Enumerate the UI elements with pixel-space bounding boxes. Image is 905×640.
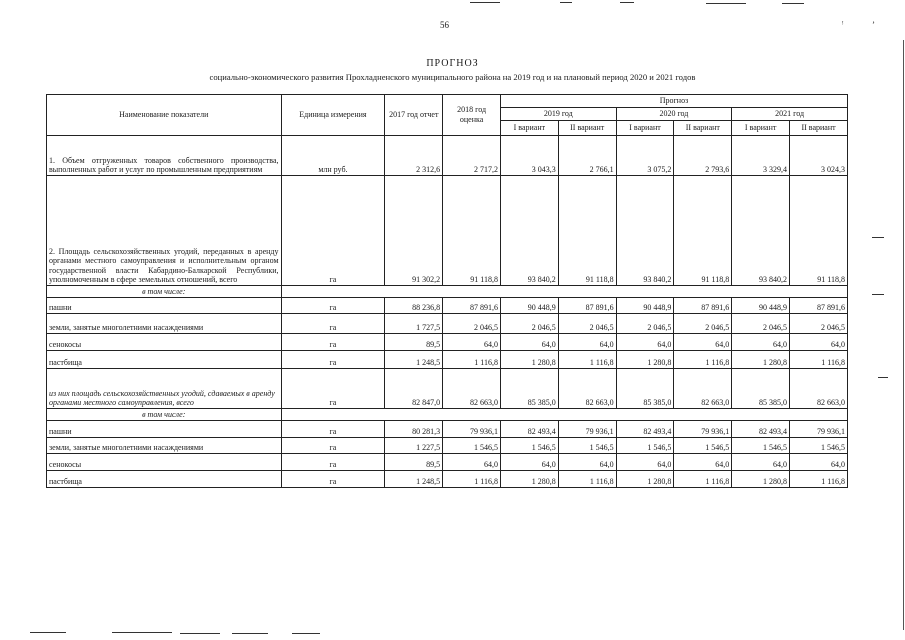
value-cell: 1 227,5 <box>385 438 443 454</box>
row-name: из них площадь сельскохозяйственных угодий, сдаваемых в аренду органами местного самоуправления, всего <box>47 369 282 409</box>
scan-mark <box>30 632 66 633</box>
table-subheader-row <box>47 286 848 298</box>
table-row <box>47 298 848 314</box>
value-cell: 1 546,5 <box>674 438 732 454</box>
value-cell: 91 118,8 <box>443 176 501 286</box>
value-cell: 85 385,0 <box>500 369 558 409</box>
value-cell: 2 046,5 <box>674 314 732 334</box>
value-cell: 90 448,9 <box>732 298 790 314</box>
header-variant-1: I вариант <box>500 121 558 136</box>
value-cell: 88 236,8 <box>385 298 443 314</box>
row-unit: га <box>281 438 385 454</box>
value-cell: 1 116,8 <box>790 471 848 488</box>
table-row <box>47 176 848 286</box>
header-variant-2: II вариант <box>674 121 732 136</box>
scan-mark <box>620 2 634 3</box>
subheader-label: в том числе: <box>47 409 282 421</box>
value-cell: 85 385,0 <box>616 369 674 409</box>
value-cell: 64,0 <box>500 454 558 471</box>
value-cell: 79 936,1 <box>558 421 616 438</box>
value-cell: 87 891,6 <box>790 298 848 314</box>
value-cell: 64,0 <box>732 454 790 471</box>
value-cell: 89,5 <box>385 334 443 351</box>
value-cell: 82 663,0 <box>443 369 501 409</box>
value-cell: 64,0 <box>616 334 674 351</box>
value-cell: 2 046,5 <box>500 314 558 334</box>
row-unit: млн руб. <box>281 136 385 176</box>
row-unit: га <box>281 421 385 438</box>
value-cell: 64,0 <box>790 334 848 351</box>
empty-cell <box>281 286 848 298</box>
header-2017: 2017 год отчет <box>385 95 443 136</box>
row-name: земли, занятые многолетними насаждениями <box>47 438 282 454</box>
table-row <box>47 438 848 454</box>
forecast-table <box>46 94 848 488</box>
value-cell: 82 493,4 <box>732 421 790 438</box>
value-cell: 91 118,8 <box>790 176 848 286</box>
value-cell: 2 046,5 <box>558 314 616 334</box>
scan-mark <box>872 237 884 238</box>
value-cell: 79 936,1 <box>443 421 501 438</box>
row-name: земли, занятые многолетними насаждениями <box>47 314 282 334</box>
table-body <box>47 136 848 488</box>
value-cell: 82 663,0 <box>674 369 732 409</box>
value-cell: 64,0 <box>443 334 501 351</box>
header-variant-1: I вариант <box>732 121 790 136</box>
value-cell: 93 840,2 <box>616 176 674 286</box>
value-cell: 1 248,5 <box>385 471 443 488</box>
document-subtitle: социально-экономического развития Прохладненского муниципального района на 2019 год и на плановый период 2020 и 2021 годов <box>209 72 696 82</box>
row-name: пастбища <box>47 351 282 369</box>
value-cell: 64,0 <box>790 454 848 471</box>
value-cell: 1 116,8 <box>558 351 616 369</box>
value-cell: 2 046,5 <box>790 314 848 334</box>
value-cell: 93 840,2 <box>500 176 558 286</box>
table-row <box>47 454 848 471</box>
value-cell: 1 727,5 <box>385 314 443 334</box>
page-number: 56 <box>440 20 449 30</box>
value-cell: 82 493,4 <box>616 421 674 438</box>
scan-mark <box>232 633 268 634</box>
value-cell: 89,5 <box>385 454 443 471</box>
value-cell: 64,0 <box>674 454 732 471</box>
scan-speck: ᵎ <box>842 18 844 28</box>
value-cell: 87 891,6 <box>674 298 732 314</box>
scan-mark <box>180 633 220 634</box>
row-name: пастбища <box>47 471 282 488</box>
value-cell: 79 936,1 <box>790 421 848 438</box>
row-unit: га <box>281 351 385 369</box>
table-row <box>47 369 848 409</box>
row-name: сенокосы <box>47 454 282 471</box>
row-unit: га <box>281 369 385 409</box>
value-cell: 64,0 <box>443 454 501 471</box>
value-cell: 64,0 <box>674 334 732 351</box>
value-cell: 64,0 <box>732 334 790 351</box>
header-variant-1: I вариант <box>616 121 674 136</box>
table-row <box>47 136 848 176</box>
value-cell: 2 046,5 <box>443 314 501 334</box>
row-name: пашни <box>47 421 282 438</box>
value-cell: 2 793,6 <box>674 136 732 176</box>
value-cell: 1 116,8 <box>674 351 732 369</box>
table-subheader-row <box>47 409 848 421</box>
value-cell: 3 043,3 <box>500 136 558 176</box>
value-cell: 80 281,3 <box>385 421 443 438</box>
value-cell: 82 847,0 <box>385 369 443 409</box>
value-cell: 93 840,2 <box>732 176 790 286</box>
page-edge-line <box>903 40 904 630</box>
value-cell: 82 493,4 <box>500 421 558 438</box>
value-cell: 1 116,8 <box>674 471 732 488</box>
value-cell: 1 280,8 <box>500 351 558 369</box>
scan-mark <box>560 2 572 3</box>
value-cell: 2 312,6 <box>385 136 443 176</box>
value-cell: 90 448,9 <box>616 298 674 314</box>
value-cell: 1 116,8 <box>790 351 848 369</box>
row-name: 1. Объем отгруженных товаров собственного производства, выполненных работ и услуг по промышленным предприятиям <box>47 136 282 176</box>
value-cell: 1 546,5 <box>558 438 616 454</box>
value-cell: 91 118,8 <box>674 176 732 286</box>
value-cell: 1 116,8 <box>558 471 616 488</box>
value-cell: 1 546,5 <box>443 438 501 454</box>
header-2018: 2018 год оценка <box>443 95 501 136</box>
row-unit: га <box>281 471 385 488</box>
scan-mark <box>872 294 884 295</box>
value-cell: 1 280,8 <box>732 471 790 488</box>
value-cell: 64,0 <box>558 454 616 471</box>
document-title: ПРОГНОЗ <box>426 58 479 69</box>
value-cell: 64,0 <box>500 334 558 351</box>
row-unit: га <box>281 334 385 351</box>
header-name: Наименование показатели <box>47 95 282 136</box>
table-row <box>47 471 848 488</box>
value-cell: 3 075,2 <box>616 136 674 176</box>
value-cell: 1 116,8 <box>443 471 501 488</box>
value-cell: 91 302,2 <box>385 176 443 286</box>
header-2020: 2020 год <box>616 108 732 121</box>
scan-mark <box>706 3 746 4</box>
value-cell: 1 546,5 <box>732 438 790 454</box>
table-row <box>47 334 848 351</box>
value-cell: 3 024,3 <box>790 136 848 176</box>
row-name: пашни <box>47 298 282 314</box>
scan-mark <box>470 2 500 3</box>
scan-mark <box>112 632 172 633</box>
value-cell: 2 717,2 <box>443 136 501 176</box>
value-cell: 1 280,8 <box>616 351 674 369</box>
value-cell: 1 546,5 <box>790 438 848 454</box>
value-cell: 64,0 <box>616 454 674 471</box>
row-unit: га <box>281 298 385 314</box>
value-cell: 3 329,4 <box>732 136 790 176</box>
table-row <box>47 421 848 438</box>
scan-speck: ʼ <box>872 20 875 30</box>
row-unit: га <box>281 314 385 334</box>
row-unit: га <box>281 176 385 286</box>
header-forecast: Прогноз <box>500 95 847 108</box>
row-unit: га <box>281 454 385 471</box>
value-cell: 1 248,5 <box>385 351 443 369</box>
value-cell: 91 118,8 <box>558 176 616 286</box>
value-cell: 2 046,5 <box>732 314 790 334</box>
value-cell: 2 046,5 <box>616 314 674 334</box>
empty-cell <box>281 409 848 421</box>
value-cell: 79 936,1 <box>674 421 732 438</box>
value-cell: 1 116,8 <box>443 351 501 369</box>
value-cell: 85 385,0 <box>732 369 790 409</box>
table-header <box>47 95 848 136</box>
value-cell: 82 663,0 <box>558 369 616 409</box>
row-name: сенокосы <box>47 334 282 351</box>
value-cell: 1 546,5 <box>500 438 558 454</box>
value-cell: 2 766,1 <box>558 136 616 176</box>
table-row <box>47 351 848 369</box>
value-cell: 90 448,9 <box>500 298 558 314</box>
row-name: 2. Площадь сельскохозяйственных угодий, переданных в аренду органами местного самоуправления и исполнительным органом государственной власти Кабардино-Балкарской Республики, уполномоченным в сфере земельных отношений, всего <box>47 176 282 286</box>
value-cell: 87 891,6 <box>443 298 501 314</box>
value-cell: 82 663,0 <box>790 369 848 409</box>
scan-mark <box>782 3 804 4</box>
value-cell: 1 280,8 <box>732 351 790 369</box>
header-unit: Единица измерения <box>281 95 385 136</box>
subheader-label: в том числе: <box>47 286 282 298</box>
value-cell: 1 546,5 <box>616 438 674 454</box>
value-cell: 87 891,6 <box>558 298 616 314</box>
header-variant-2: II вариант <box>790 121 848 136</box>
table-row <box>47 314 848 334</box>
header-2019: 2019 год <box>500 108 616 121</box>
header-variant-2: II вариант <box>558 121 616 136</box>
scan-mark <box>878 377 888 378</box>
value-cell: 1 280,8 <box>616 471 674 488</box>
value-cell: 64,0 <box>558 334 616 351</box>
header-2021: 2021 год <box>732 108 848 121</box>
value-cell: 1 280,8 <box>500 471 558 488</box>
scan-mark <box>292 633 320 634</box>
